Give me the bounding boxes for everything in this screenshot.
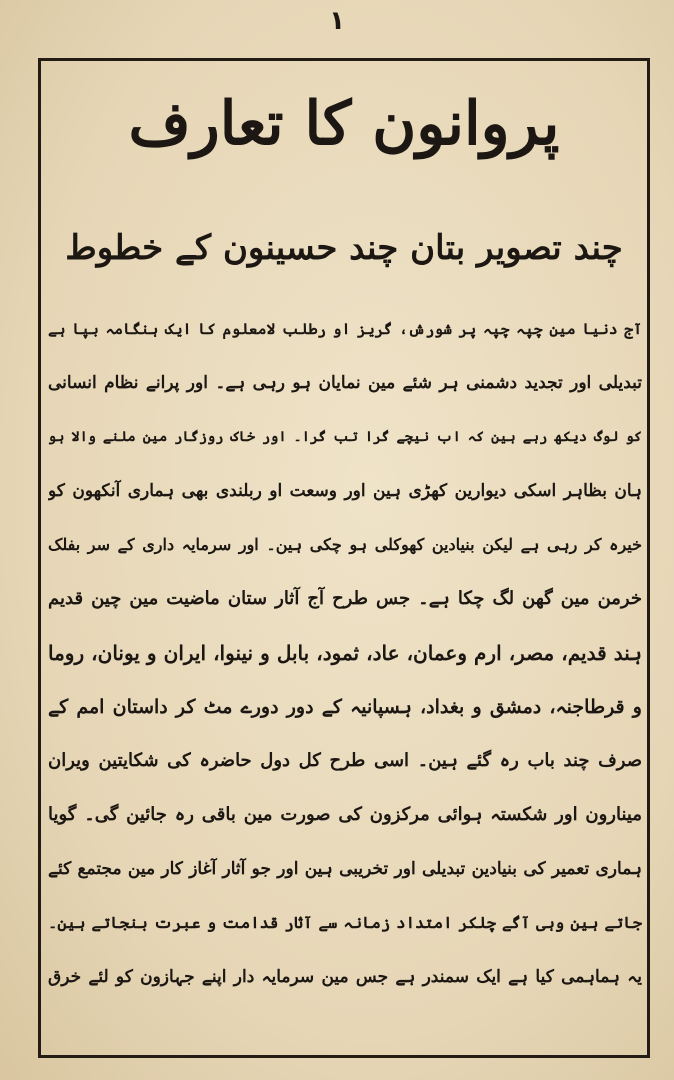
page-subtitle: چند تصویر بتان چند حسینون کے خطوط xyxy=(65,228,623,268)
text-line: خرمن مین گھن لگ چکا ہے۔ جس طرح آج آثار ستان ماضیت مین چین قدیم xyxy=(48,588,642,609)
text-line: کو لوگ دیکھ رہے ہین کہ اب نیچے گرا تب گرا۔ اور خاک روزگار مین ملنے والا ہو xyxy=(48,429,642,445)
text-line: خیرہ کر رہی ہے لیکن بنیادین کھوکلی ہو چکی ہین۔ اور سرمایہ داری کے سر بفلک xyxy=(48,535,642,554)
text-line: جاتے ہین وہی آگے چلکر امتداد زمانہ سے آثار قدامت و عبرت بنجاتے ہین۔ xyxy=(48,913,642,932)
text-line: و قرطاجنہ، دمشق و بغداد، ہسپانیہ کے دور دورے مٹ کر داستان امم کے xyxy=(48,696,642,718)
text-line: صرف چند باب رہ گئے ہین۔ اسی طرح کل دول حاضرہ کی شکایتین ویران xyxy=(48,750,642,771)
page-number: ۱ xyxy=(329,6,345,36)
text-line: ہند قدیم، مصر، ارم وعمان، عاد، ثمود، بابل و نینوا، ایران و یونان، روما xyxy=(48,641,642,665)
text-line: یہ ہماہمی کیا ہے ایک سمندر ہے جس مین سرمایہ دار اپنے جہازون کو لئے خرق xyxy=(48,967,642,987)
text-line: تبدیلی اور تجدید دشمنی ہر شئے مین نمایان ہو رہی ہے۔ اور پرانے نظام انسانی xyxy=(48,373,642,393)
text-line: مینارون اور شکستہ ہوائی مرکزون کی صورت مین باقی رہ جائین گی۔ گویا xyxy=(48,804,642,825)
text-line: ہان بظاہر اسکی دیوارین کھڑی ہین اور وسعت او ربلندی بھی ہماری آنکھون کو xyxy=(48,481,642,501)
page-title: پروانون کا تعارف xyxy=(128,89,560,159)
body-text xyxy=(48,302,642,1004)
text-line: آج دنیا مین چپہ چپہ پر شورش، گریز او رطلب لامعلوم کا ایک ہنگامہ بپا ہے xyxy=(48,320,642,338)
text-line: ہماری تعمیر کی بنیادین تبدیلی اور تخریبی ہین اور جو آثار آغاز کار مین مجتمع کئے xyxy=(48,859,642,879)
